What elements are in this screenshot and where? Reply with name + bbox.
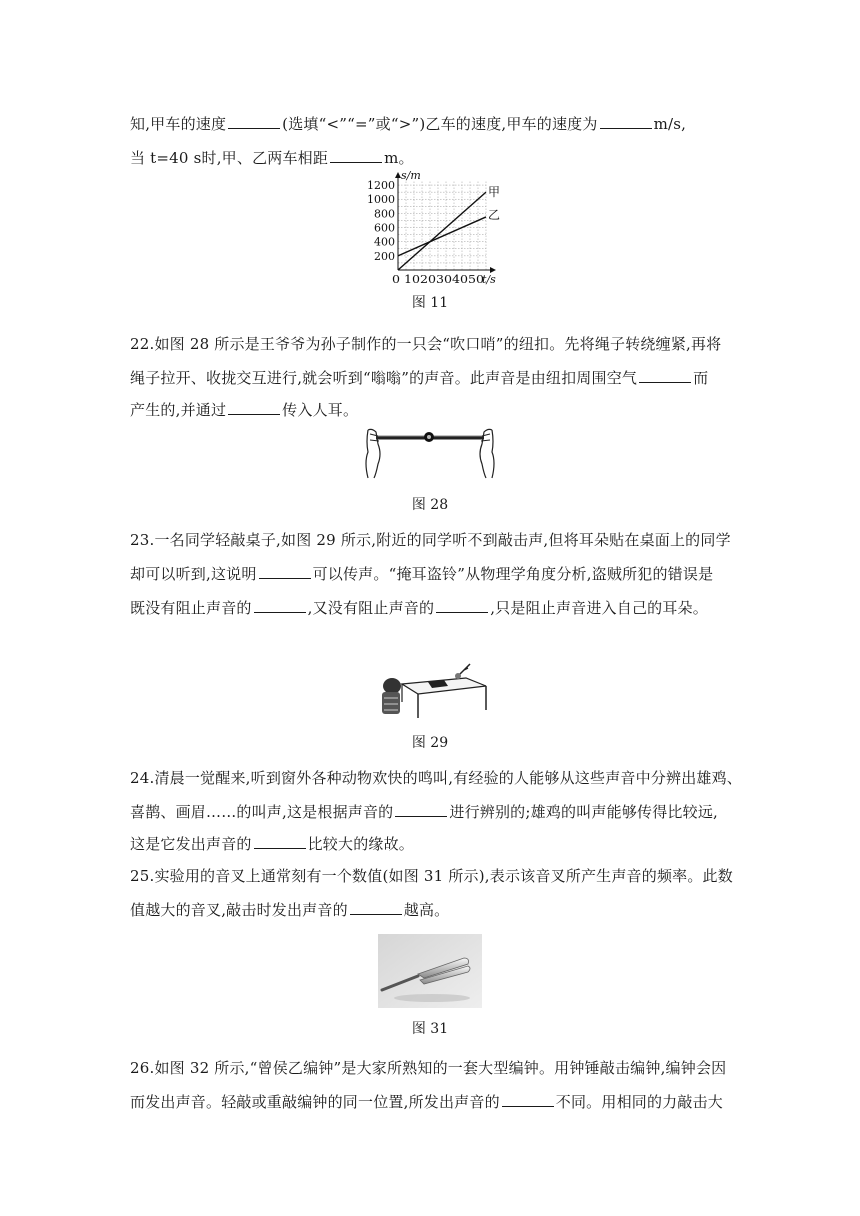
figure-28-button-whistle-illustration — [362, 424, 498, 480]
figure-28-caption: 图 28 — [411, 497, 449, 513]
q24-text: 进行辨别的;雄鸡的叫声能够传得比较远, — [449, 803, 718, 821]
series-line-jia — [398, 192, 486, 270]
y-tick-label: 400 — [374, 235, 395, 249]
q25-line-1: 25.实验用的音叉上通常刻有一个数值(如图 31 所示),表示该音叉所产生声音的频率。此数 — [130, 867, 733, 885]
q25-line-2 — [130, 900, 750, 920]
q24-text: 比较大的缘故。 — [307, 835, 415, 853]
answer-blank — [600, 114, 652, 129]
q21-text: 当 t=40 s时,甲、乙两车相距 — [130, 149, 329, 167]
q23-text: ,又没有阻止声音的 — [307, 599, 435, 617]
q26-text: 而发出声音。轻敲或重敲编钟的同一位置,所发出声音的 — [130, 1093, 500, 1111]
figure-31-caption: 图 31 — [411, 1021, 449, 1037]
q22-line-3 — [130, 400, 750, 420]
answer-blank — [502, 1092, 554, 1107]
q23-line-2 — [130, 564, 750, 584]
y-tick-label: 200 — [374, 249, 395, 263]
q21-text: m。 — [384, 149, 414, 167]
q23-text: ,只是阻止声音进入自己的耳朵。 — [490, 599, 708, 617]
q24-text: 这是它发出声音的 — [130, 835, 252, 853]
q23-text: 既没有阻止声音的 — [130, 599, 252, 617]
q22-text: 产生的,并通过 — [130, 401, 227, 419]
y-axis-label: s/m — [401, 169, 421, 182]
series-label: 甲 — [488, 185, 501, 200]
answer-blank — [254, 598, 306, 613]
q23-text: 可以传声。“掩耳盗铃”从物理学角度分析,盗贼所犯的错误是 — [312, 565, 714, 583]
q24-line-3 — [130, 834, 750, 854]
x-axis-label: t/s — [482, 273, 496, 286]
q23-line-1: 23.一名同学轻敲桌子,如图 29 所示,附近的同学听不到敲击声,但将耳朵贴在桌面上的同学 — [130, 531, 731, 549]
answer-blank — [330, 148, 382, 163]
q21-text: (选填“<”“=”或“>”)乙车的速度,甲车的速度为 — [282, 115, 598, 133]
figure-29-caption: 图 29 — [411, 735, 449, 751]
q21-line-1 — [130, 114, 750, 134]
student-head — [383, 678, 401, 694]
answer-blank — [639, 368, 691, 383]
q23-text: 却可以听到,这说明 — [130, 565, 257, 583]
q24-text: 喜鹊、画眉……的叫声,这是根据声音的 — [130, 803, 394, 821]
q24-line-2 — [130, 802, 750, 822]
q26-line-2 — [130, 1092, 750, 1112]
q25-text: 值越大的音叉,敲击时发出声音的 — [130, 901, 348, 919]
figure-11-caption: 图 11 — [411, 295, 449, 311]
figure-29-table-knocking-illustration — [378, 656, 488, 720]
q22-text: 绳子拉开、收拢交互进行,就会听到“嗡嗡”的声音。此声音是由纽扣周围空气 — [130, 369, 638, 387]
answer-blank — [395, 802, 447, 817]
q25-text: 越高。 — [403, 901, 450, 919]
y-tick-label: 1000 — [367, 193, 395, 207]
q22-text: 而 — [693, 369, 709, 387]
x-tick-labels: 0 1020304050 — [392, 273, 484, 286]
q22-text: 传入人耳。 — [282, 401, 359, 419]
q26-line-1: 26.如图 32 所示,“曾侯乙编钟”是大家所熟知的一套大型编钟。用钟锤敲击编钟,编钟会因 — [130, 1059, 727, 1077]
student-body — [382, 692, 400, 714]
answer-blank — [254, 834, 306, 849]
q26-text: 不同。用相同的力敲击大 — [555, 1093, 723, 1111]
q21-line-2 — [130, 148, 750, 168]
figure-31-tuning-fork-photo — [378, 934, 482, 1008]
q24-line-1: 24.清晨一觉醒来,听到窗外各种动物欢快的鸣叫,有经验的人能够从这些声音中分辨出雄鸡、 — [130, 769, 742, 787]
q22-line-1: 22.如图 28 所示是王爷爷为孙子制作的一只会“吹口哨”的纽扣。先将绳子转绕缠紧,再将 — [130, 335, 722, 353]
answer-blank — [228, 400, 280, 415]
q21-text: m/s, — [653, 115, 687, 133]
answer-blank — [228, 114, 280, 129]
y-tick-label: 600 — [374, 221, 395, 235]
y-tick-label: 800 — [374, 207, 395, 221]
figure-11-chart — [360, 168, 510, 290]
series-line-yi — [398, 217, 486, 256]
answer-blank — [350, 900, 402, 915]
q22-line-2 — [130, 368, 750, 388]
series-label: 乙 — [488, 207, 501, 222]
answer-blank — [259, 564, 311, 579]
y-tick-label: 1200 — [367, 179, 395, 193]
q23-line-3 — [130, 598, 750, 618]
answer-blank — [436, 598, 488, 613]
q21-text: 知,甲车的速度 — [130, 115, 227, 133]
